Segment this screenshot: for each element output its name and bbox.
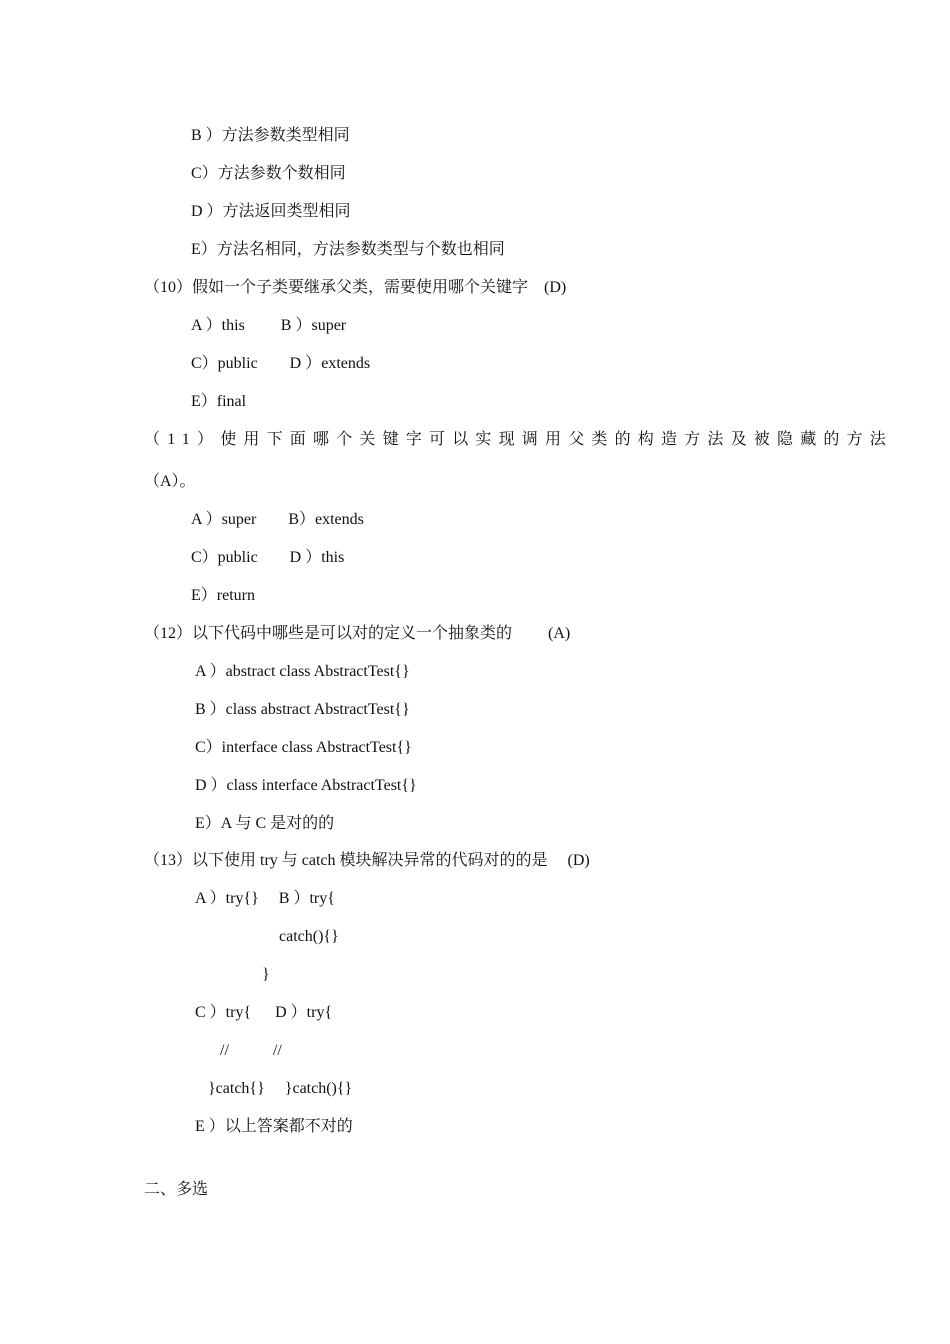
question-10: （10）假如一个子类要继承父类，需要使用哪个关键字 (D): [144, 279, 567, 296]
q11-option-e: E）return: [191, 587, 255, 604]
section-heading-multiple-choice: 二、多选: [144, 1181, 209, 1198]
question-11-answer: （A）。: [144, 473, 196, 490]
question-13: （13）以下使用 try 与 catch 模块解决异常的代码对的的是 (D): [144, 852, 590, 869]
question-11: （11）使用下面哪个关键字可以实现调用父类的构造方法及被隐藏的方法: [144, 431, 894, 448]
q13-options-cd-line3: }catch{} }catch(){}: [208, 1080, 353, 1097]
q12-option-e: E）A 与 C 是对的的: [195, 815, 335, 832]
q10-options-cd: C）public D ）extends: [191, 355, 371, 372]
q9-option-d: D ）方法返回类型相同: [191, 203, 351, 220]
q10-options-ab: A ）this B ）super: [191, 317, 347, 334]
q9-option-e: E）方法名相同，方法参数类型与个数也相同: [191, 241, 505, 258]
q12-option-b: B ）class abstract AbstractTest{}: [195, 701, 410, 718]
q9-option-c: C）方法参数个数相同: [191, 165, 346, 182]
q11-options-ab: A ）super B）extends: [191, 511, 364, 528]
q12-option-c: C）interface class AbstractTest{}: [195, 739, 412, 756]
q10-option-e: E）final: [191, 393, 247, 410]
q13-option-e: E ）以上答案都不对的: [195, 1118, 353, 1135]
q9-option-b: B ）方法参数类型相同: [191, 127, 350, 144]
q13-options-cd: C ）try{ D ）try{: [195, 1004, 333, 1021]
q13-option-b-line2: catch(){}: [279, 928, 339, 945]
q12-option-a: A ）abstract class AbstractTest{}: [195, 663, 410, 680]
q13-options-cd-line2: // //: [220, 1042, 282, 1059]
question-12: （12）以下代码中哪些是可以对的定义一个抽象类的 (A): [144, 625, 571, 642]
q11-options-cd: C）public D ）this: [191, 549, 345, 566]
q12-option-d: D ）class interface AbstractTest{}: [195, 777, 417, 794]
q13-options-ab: A ）try{} B ）try{: [195, 890, 335, 907]
q13-option-b-line3: }: [262, 966, 270, 983]
